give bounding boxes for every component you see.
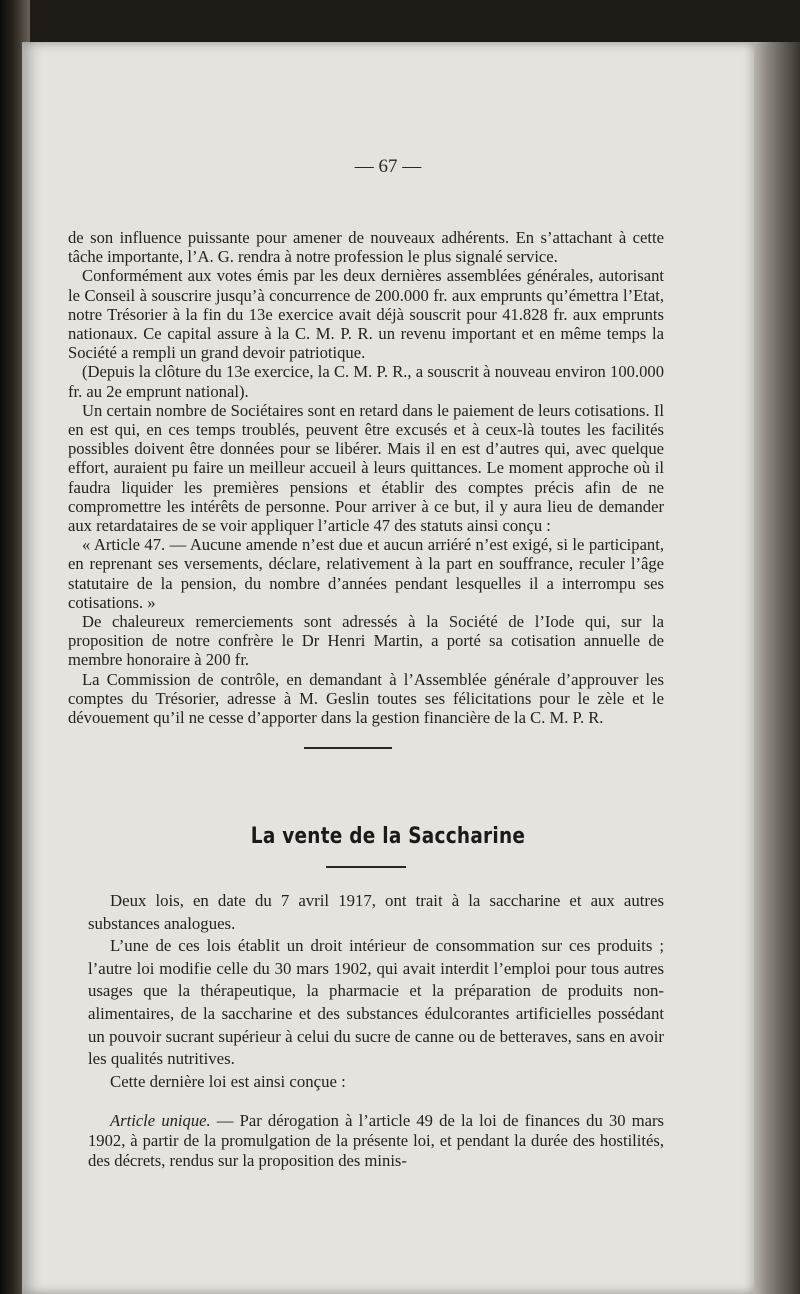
page-number: — 67 — bbox=[354, 156, 422, 177]
section-title: La vente de la Saccharine bbox=[250, 824, 526, 849]
article-label: Article unique. bbox=[110, 1111, 211, 1130]
book-edge bbox=[754, 42, 800, 1294]
section-divider-bottom bbox=[326, 866, 406, 868]
article-body: — Par dérogation à l’article 49 de la loi de finances du 30 mars 1902, à partir de la promulgation de la présente loi, et pendant la durée des hostilités, des décrets, rendus sur la proposition des minis- bbox=[88, 1111, 664, 1170]
paragraph: L’une de ces lois établit un droit intérieur de consommation sur ces produits ; l’autre loi modifie celle du 30 mars 1902, qui avait interdit l’emploi pour tous autres usages que la thérapeutique, la pharmacie et la préparation de produits non-alimentaires, de la saccharine et des substances édulcorantes artificielles possédant un pouvoir sucrant supérieur à celui du sucre de canne ou de betteraves, sans en avoir les qualités nutritives. bbox=[88, 936, 664, 1069]
article-paragraph bbox=[88, 1111, 664, 1170]
quoted-article-paragraph: « Article 47. — Aucune amende n’est due et aucun arriéré n’est exigé, si le participant, en reprenant ses versements, déclare, relativement à la part en souffrance, reculer l’âge statutaire de la pension, du nombre d’années pendant lesquelles il a interrompu ses cotisations. » bbox=[68, 535, 664, 612]
paragraph: La Commission de contrôle, en demandant à l’Assemblée générale d’approuver les comptes du Trésorier, adresse à M. Geslin toutes ses félicitations pour le zèle et le dévouement qu’il ne cesse d’apporter dans la gestion financière de la C. M. P. R. bbox=[68, 669, 664, 728]
article-text bbox=[88, 1111, 664, 1170]
paragraph: (Depuis la clôture du 13e exercice, la C. M. P. R., a souscrit à nouveau environ 100.000 fr. au 2e emprunt national). bbox=[68, 362, 664, 401]
saccharine-text bbox=[88, 890, 664, 1093]
section-divider-top bbox=[304, 747, 392, 749]
paragraph: De chaleureux remerciements sont adressés à la Société de l’Iode qui, sur la proposition de notre confrère le Dr Henri Martin, a porté sa cotisation annuelle de membre honoraire à 200 fr. bbox=[68, 612, 664, 670]
paragraph: Conformément aux votes émis par les deux dernières assemblées générales, autorisant le Conseil à souscrire jusqu’à concurrence de 200.000 fr. aux emprunts qu’émettra l’Etat, notre Trésorier à la fin du 13e exercice avait déjà souscrit pour 41.828 fr. aux emprunts nationaux. Ce capital assure à la C. M. P. R. un revenu important et en même temps la Société a rempli un grand devoir patriotique. bbox=[68, 266, 664, 363]
report-text bbox=[68, 228, 664, 727]
paragraph: Cette dernière loi est ainsi conçue : bbox=[110, 1071, 346, 1091]
scanned-page bbox=[22, 42, 754, 1294]
paragraph: de son influence puissante pour amener de nouveaux adhérents. En s’attachant à cette tâche importante, l’A. G. rendra à notre profession le plus signalé service. bbox=[68, 228, 664, 267]
paragraph: Un certain nombre de Sociétaires sont en retard dans le paiement de leurs cotisations. Il en est qui, en ces temps troublés, peuvent être excusés et à ceux-là toutes les facilités possibles doivent être données pour se libérer. Mais il en est d’autres qui, avec quelque effort, auraient pu faire un meilleur accueil à leurs quittances. Le moment approche où il faudra liquider les premières pensions et établir des comptes précis afin de ne compromettre les intérêts de personne. Pour arriver à ce but, il y aura lieu de demander aux retardataires de se voir appliquer l’article 47 des statuts ainsi conçu : bbox=[68, 400, 664, 536]
paragraph: Deux lois, en date du 7 avril 1917, ont trait à la saccharine et aux autres substances analogues. bbox=[88, 891, 664, 933]
